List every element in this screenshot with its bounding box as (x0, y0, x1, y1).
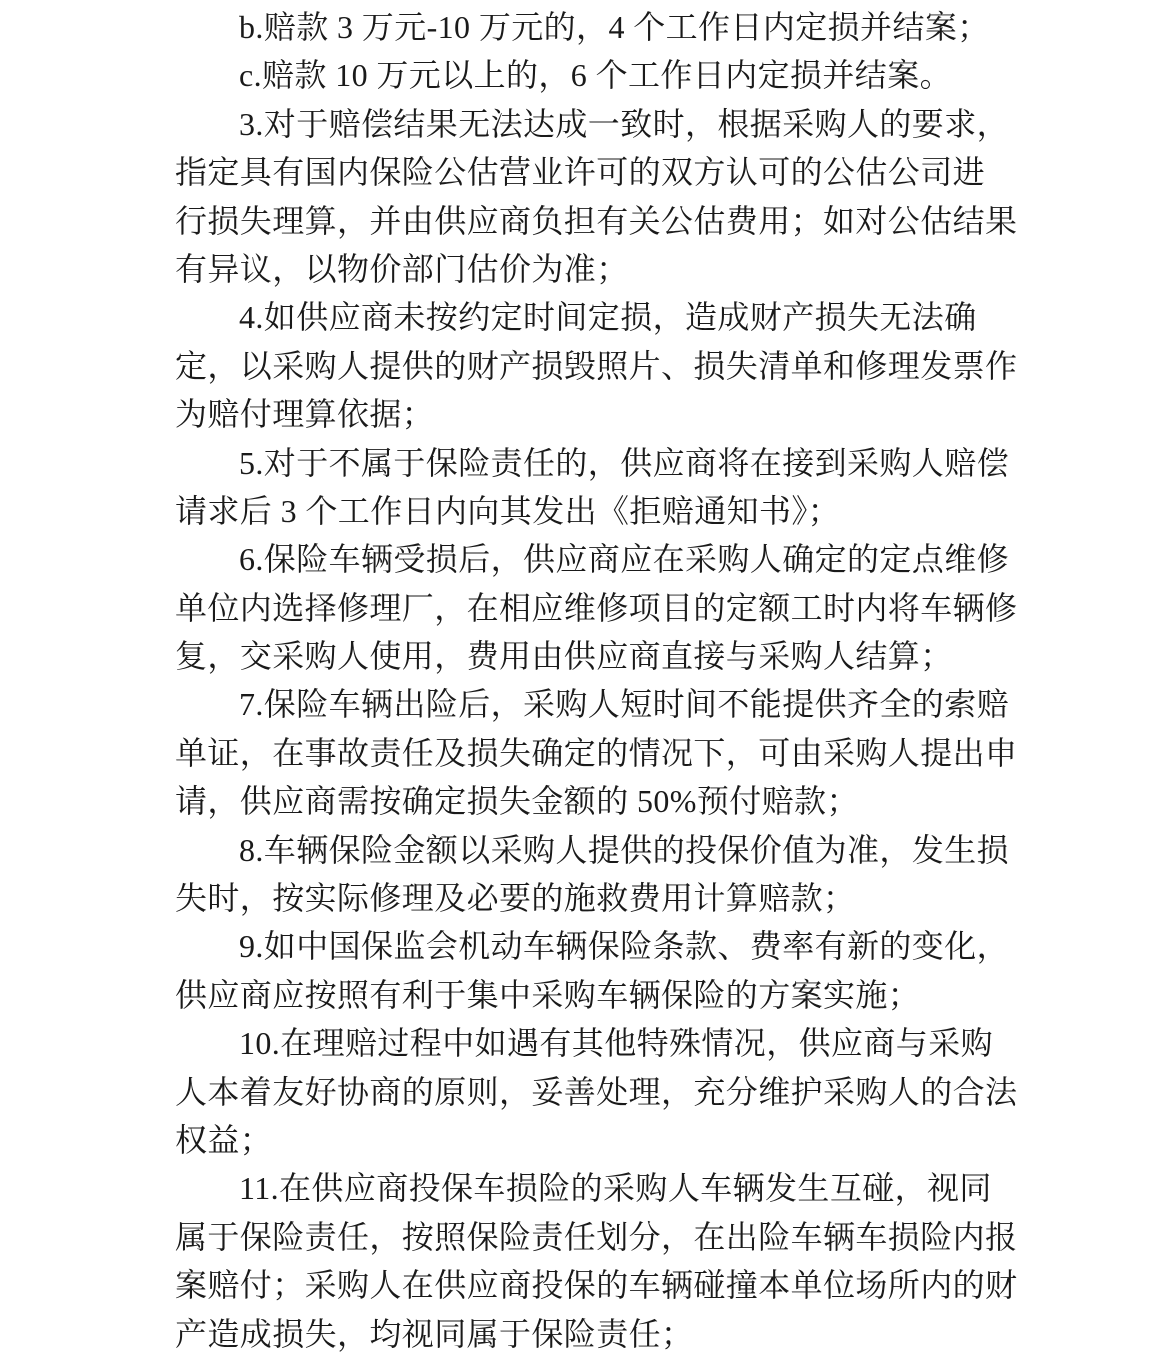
contract-text-block (175, 3, 1018, 1358)
text-line: 10.在理赔过程中如遇有其他特殊情况，供应商与采购 (239, 1025, 994, 1062)
text-line: 产造成损失，均视同属于保险责任； (175, 1315, 694, 1352)
text-line: 属于保险责任，按照保险责任划分，在出险车辆车损险内报 (175, 1218, 1018, 1255)
text-line: 权益； (175, 1121, 273, 1158)
text-line: 定，以采购人提供的财产损毁照片、损失清单和修理发票作 (175, 347, 1018, 384)
text-line: 人本着友好协商的原则，妥善处理，充分维护采购人的合法 (175, 1073, 1018, 1110)
text-line: 请，供应商需按确定损失金额的 50%预付赔款； (175, 783, 859, 820)
text-line: 案赔付；采购人在供应商投保的车辆碰撞本单位场所内的财 (175, 1267, 1018, 1304)
text-line: 单证，在事故责任及损失确定的情况下，可由采购人提出申 (175, 734, 1018, 771)
text-line: 行损失理算，并由供应商负担有关公估费用；如对公估结果 (175, 202, 1018, 239)
text-line: 11.在供应商投保车损险的采购人车辆发生互碰，视同 (239, 1170, 992, 1207)
text-line: 请求后 3 个工作日内向其发出《拒赔通知书》； (175, 492, 841, 529)
text-line: 9.如中国保监会机动车辆保险条款、费率有新的变化， (239, 928, 1010, 965)
text-line: 指定具有国内保险公估营业许可的双方认可的公估公司进 (175, 154, 986, 191)
text-line: 失时，按实际修理及必要的施救费用计算赔款； (175, 880, 856, 917)
text-line: c.赔款 10 万元以上的，6 个工作日内定损并结案。 (239, 57, 953, 94)
text-line: 供应商应按照有利于集中采购车辆保险的方案实施； (175, 976, 921, 1013)
text-line: 复，交采购人使用，费用由供应商直接与采购人结算； (175, 638, 953, 675)
text-line: 有异议，以物价部门估价为准； (175, 250, 629, 287)
text-line: 4.如供应商未按约定时间定损，造成财产损失无法确 (239, 299, 977, 336)
text-line: 5.对于不属于保险责任的，供应商将在接到采购人赔偿 (239, 444, 1010, 481)
text-line: 单位内选择修理厂，在相应维修项目的定额工时内将车辆修 (175, 589, 1018, 626)
text-line: 8.车辆保险金额以采购人提供的投保价值为准，发生损 (239, 831, 1010, 868)
text-line: 为赔付理算依据； (175, 396, 435, 433)
text-line: b.赔款 3 万元-10 万元的，4 个工作日内定损并结案； (239, 9, 990, 45)
text-line: 3.对于赔偿结果无法达成一致时，根据采购人的要求， (239, 105, 1010, 142)
text-line: 6.保险车辆受损后，供应商应在采购人确定的定点维修 (239, 541, 1010, 578)
text-line: 7.保险车辆出险后，采购人短时间不能提供齐全的索赔 (239, 686, 1010, 723)
